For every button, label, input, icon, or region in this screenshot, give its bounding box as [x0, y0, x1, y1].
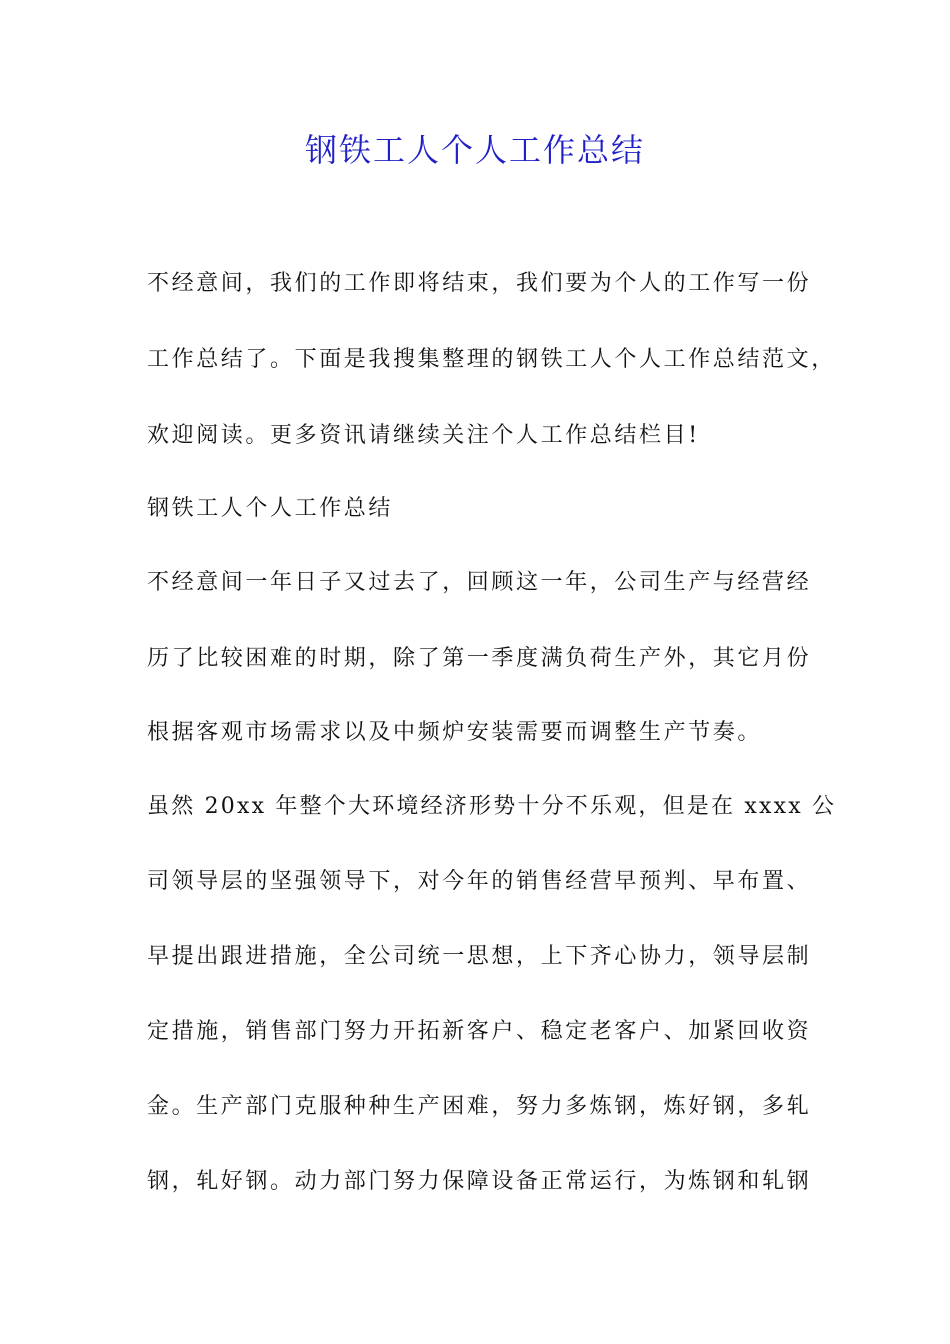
body-line: 工作总结了。下面是我搜集整理的钢铁工人个人工作总结范文， — [147, 347, 836, 372]
body-line: 钢，轧好钢。动力部门努力保障设备正常运行，为炼钢和轧钢 — [147, 1169, 812, 1194]
section-heading: 钢铁工人个人工作总结 — [147, 496, 394, 521]
body-line: 金。生产部门克服种种生产困难，努力多炼钢，炼好钢，多轧 — [147, 1094, 812, 1119]
body-line: 欢迎阅读。更多资讯请继续关注个人工作总结栏目! — [147, 423, 700, 448]
body-line: 司领导层的坚强领导下，对今年的销售经营早预判、早布置、 — [147, 869, 812, 894]
body-line: 早提出跟进措施，全公司统一思想，上下齐心协力，领导层制 — [147, 944, 812, 969]
body-line: 根据客观市场需求以及中频炉安装需要而调整生产节奏。 — [147, 720, 763, 745]
document-title: 钢铁工人个人工作总结 — [304, 131, 645, 169]
body-line: 虽然 20xx 年整个大环境经济形势十分不乐观，但是在 xxxx 公 — [147, 794, 837, 819]
body-line: 定措施，销售部门努力开拓新客户、稳定老客户、加紧回收资 — [147, 1019, 812, 1044]
body-line: 不经意间，我们的工作即将结束，我们要为个人的工作写一份 — [147, 271, 812, 296]
body-line: 历了比较困难的时期，除了第一季度满负荷生产外，其它月份 — [147, 646, 812, 671]
body-line: 不经意间一年日子又过去了，回顾这一年，公司生产与经营经 — [147, 570, 812, 595]
